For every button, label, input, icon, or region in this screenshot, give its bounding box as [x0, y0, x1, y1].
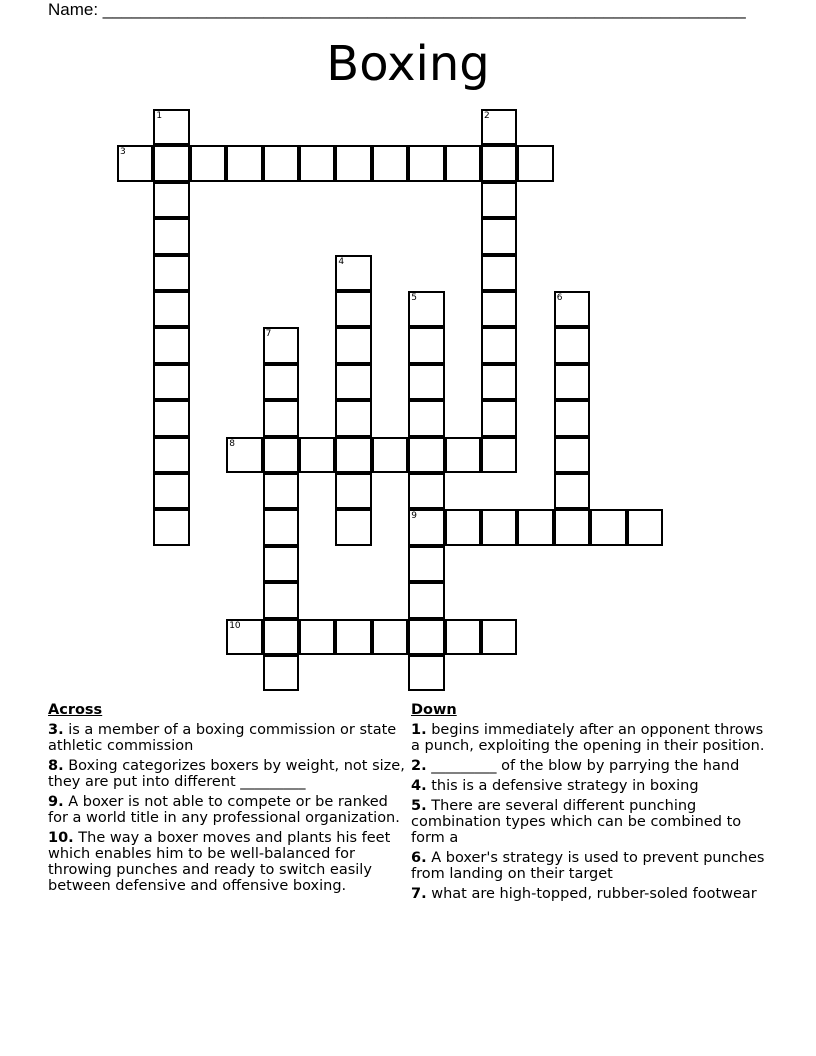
grid-cell[interactable]	[554, 291, 590, 327]
grid-cell[interactable]	[335, 145, 371, 181]
grid-cell[interactable]	[153, 218, 189, 254]
cell-number: 5	[411, 293, 417, 303]
grid-cell[interactable]	[590, 509, 626, 545]
clue-text: this is a defensive strategy in boxing	[431, 778, 699, 794]
clue-text: A boxer's strategy is used to prevent punches from landing on their target	[411, 850, 765, 882]
grid-cell[interactable]	[190, 145, 226, 181]
clue-across-8	[48, 758, 408, 790]
clue-number: 9.	[48, 794, 64, 810]
across-heading: Across	[48, 702, 103, 718]
cell-number: 6	[556, 293, 563, 303]
clue-text: is a member of a boxing commission or state athletic commission	[48, 722, 397, 754]
grid-cell[interactable]	[481, 218, 517, 254]
cell-number: 1	[156, 111, 163, 121]
grid-cell[interactable]	[517, 509, 553, 545]
grid-cell[interactable]	[263, 400, 299, 436]
clue-number: 8.	[48, 758, 64, 774]
grid-cell[interactable]	[408, 364, 444, 400]
grid-cell[interactable]	[335, 255, 371, 291]
grid-cell[interactable]	[153, 473, 189, 509]
grid-cell[interactable]	[481, 509, 517, 545]
grid-cell[interactable]	[153, 364, 189, 400]
across-clues	[48, 700, 408, 898]
cell-number: 9	[411, 511, 417, 522]
clue-text: A boxer is not able to compete or be ranked for a world title in any professional organization.	[48, 794, 400, 826]
grid-cell[interactable]	[408, 327, 444, 363]
grid-cell[interactable]	[153, 437, 189, 473]
grid-cell[interactable]	[299, 145, 335, 181]
grid-cell[interactable]	[117, 145, 153, 181]
clue-down-4	[411, 778, 771, 794]
cell-number: 8	[229, 438, 235, 449]
clue-number: 2.	[411, 758, 427, 774]
cell-number: 7	[265, 329, 272, 340]
grid-cell[interactable]	[408, 655, 444, 691]
name-field-label[interactable]: Name: ____________________________________________________________________	[48, 0, 746, 19]
clue-down-6	[411, 850, 771, 882]
grid-cell[interactable]	[408, 473, 444, 509]
grid-cell[interactable]	[153, 182, 189, 218]
grid-cell[interactable]	[263, 619, 299, 655]
grid-cell[interactable]	[226, 437, 262, 473]
grid-cell[interactable]	[335, 619, 371, 655]
grid-cell[interactable]	[408, 619, 444, 655]
grid-cell[interactable]	[554, 437, 590, 473]
grid-cell[interactable]	[153, 327, 189, 363]
cell-number: 2	[484, 111, 490, 121]
grid-cell[interactable]	[263, 437, 299, 473]
grid-cell[interactable]	[263, 364, 299, 400]
grid-cell[interactable]	[299, 437, 335, 473]
grid-cell[interactable]	[372, 145, 408, 181]
clue-across-3	[48, 722, 408, 754]
grid-cell[interactable]	[335, 473, 371, 509]
grid-cell[interactable]	[408, 145, 444, 181]
grid-cell[interactable]	[153, 400, 189, 436]
down-clues	[411, 700, 771, 906]
grid-cell[interactable]	[263, 509, 299, 545]
grid-cell[interactable]	[408, 509, 444, 545]
clue-down-2	[411, 758, 771, 774]
grid-cell[interactable]	[481, 619, 517, 655]
grid-cell[interactable]	[408, 291, 444, 327]
grid-cell[interactable]	[335, 509, 371, 545]
clue-number: 7.	[411, 886, 427, 902]
grid-cell[interactable]	[372, 437, 408, 473]
grid-cell[interactable]	[226, 619, 262, 655]
clue-text: what are high-topped, rubber-soled footwear	[431, 886, 757, 902]
grid-cell[interactable]	[445, 437, 481, 473]
grid-cell[interactable]	[554, 473, 590, 509]
grid-cell[interactable]	[263, 546, 299, 582]
grid-cell[interactable]	[481, 327, 517, 363]
cell-number: 3	[120, 147, 126, 158]
clue-down-5	[411, 798, 771, 846]
grid-cell[interactable]	[445, 145, 481, 181]
grid-cell[interactable]	[481, 182, 517, 218]
grid-cell[interactable]	[263, 473, 299, 509]
grid-cell[interactable]	[445, 509, 481, 545]
grid-cell[interactable]	[481, 109, 517, 145]
grid-cell[interactable]	[335, 327, 371, 363]
grid-cell[interactable]	[153, 255, 189, 291]
clue-number: 10.	[48, 830, 74, 846]
grid-cell[interactable]	[554, 509, 590, 545]
clue-text: begins immediately after an opponent throws a punch, exploiting the opening in their position.	[411, 722, 765, 754]
grid-cell[interactable]	[335, 364, 371, 400]
clue-number: 1.	[411, 722, 427, 738]
grid-cell[interactable]	[481, 291, 517, 327]
grid-cell[interactable]	[335, 400, 371, 436]
clue-across-10	[48, 830, 408, 894]
grid-cell[interactable]	[481, 364, 517, 400]
grid-cell[interactable]	[408, 546, 444, 582]
grid-cell[interactable]	[445, 619, 481, 655]
grid-cell[interactable]	[153, 145, 189, 181]
down-heading: Down	[411, 702, 457, 718]
grid-cell[interactable]	[554, 400, 590, 436]
grid-cell[interactable]	[263, 145, 299, 181]
grid-cell[interactable]	[263, 655, 299, 691]
puzzle-title: Boxing	[326, 36, 490, 92]
grid-cell[interactable]	[627, 509, 663, 545]
grid-cell[interactable]	[153, 509, 189, 545]
clue-number: 6.	[411, 850, 427, 866]
grid-cell[interactable]	[408, 582, 444, 618]
clue-number: 4.	[411, 778, 427, 794]
grid-cell[interactable]	[481, 437, 517, 473]
grid-cell[interactable]	[408, 400, 444, 436]
grid-cell[interactable]	[481, 255, 517, 291]
grid-cell[interactable]	[263, 327, 299, 363]
cell-number: 10	[229, 620, 241, 631]
clue-text: _________ of the blow by parrying the hand	[431, 758, 740, 774]
grid-cell[interactable]	[263, 582, 299, 618]
clue-text: There are several different punching combination types which can be combined to form a	[411, 798, 742, 846]
grid-cell[interactable]	[153, 291, 189, 327]
grid-cell[interactable]	[153, 109, 189, 145]
grid-cell[interactable]	[335, 437, 371, 473]
grid-cell[interactable]	[481, 145, 517, 181]
clue-text: The way a boxer moves and plants his feet which enables him to be well-balanced for throwing punches and ready to switch easily between defensive and offensive boxing.	[48, 830, 391, 894]
clue-text: Boxing categorizes boxers by weight, not size, they are put into different _________	[48, 758, 405, 790]
cell-number: 4	[338, 256, 345, 267]
grid-cell[interactable]	[408, 437, 444, 473]
grid-cell[interactable]	[335, 291, 371, 327]
grid-cell[interactable]	[481, 400, 517, 436]
clue-down-1	[411, 722, 771, 754]
grid-cell[interactable]	[517, 145, 553, 181]
grid-cell[interactable]	[554, 364, 590, 400]
clue-number: 5.	[411, 798, 427, 814]
clue-number: 3.	[48, 722, 64, 738]
grid-cell[interactable]	[299, 619, 335, 655]
grid-cell[interactable]	[554, 327, 590, 363]
clue-down-7	[411, 886, 771, 902]
grid-cell[interactable]	[372, 619, 408, 655]
clue-across-9	[48, 794, 408, 826]
grid-cell[interactable]	[226, 145, 262, 181]
